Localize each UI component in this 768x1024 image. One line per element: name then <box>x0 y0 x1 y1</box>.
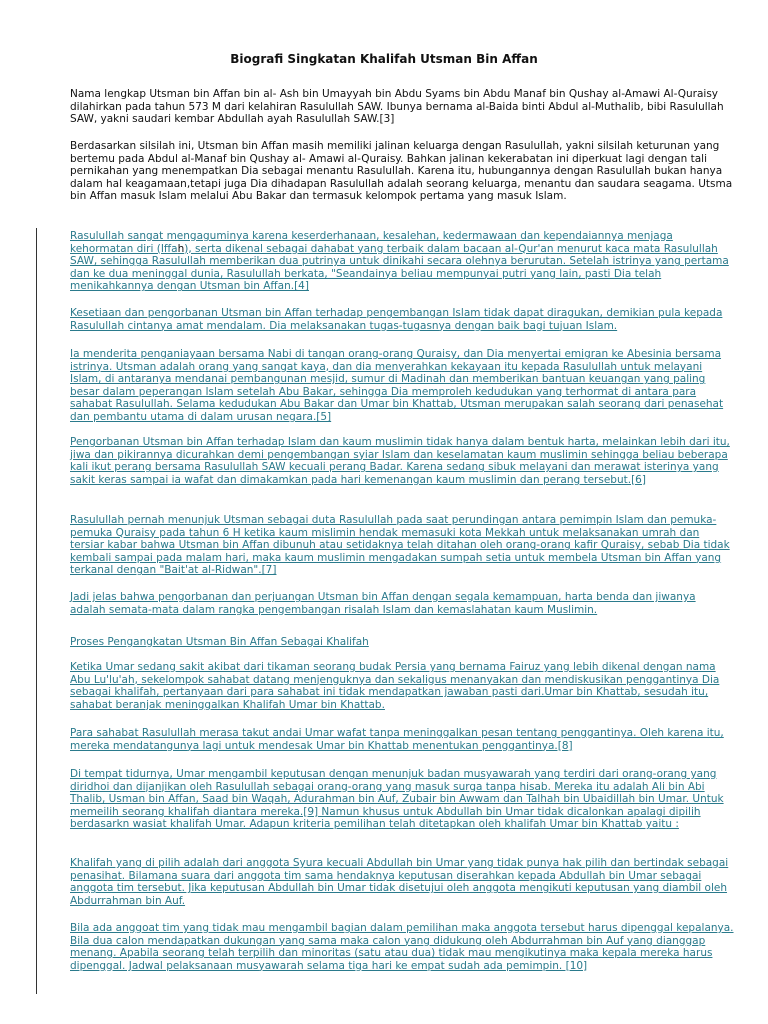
paragraph-persecution[interactable]: Ia menderita penganiayaan bersama Nabi di tangan orang-orang Quraisy, dan Dia menyertai emigran ke Abesinia bersama istrinya. Utsman adalah orang yang sangat kaya, dan dia menyerahkan kekayaan itu kepada Rasulullah untuk melayani Islam, di antaranya mendanai pembangunan mesjid, sumur di Madinah dan memberikan bantuan keuangan yang paling besar dalam peperangan Islam setelah Abu Bakar, sehingga Dia memproleh kedudukan yang terhormat di antara para sahabat Rasulullah. Selama kedudukan Abu Bakar dan Umar bin Khattab, Utsman merupakan salah seorang dari penasehat dan pembantu utama di dalam urusan negara.[5] <box>70 348 724 423</box>
document-title: Biografi Singkatan Khalifah Utsman Bin Affan <box>230 52 538 66</box>
paragraph-admiration-part-b[interactable]: h <box>177 242 185 255</box>
margin-rule <box>36 228 37 994</box>
paragraph-conclusion[interactable]: Jadi jelas bahwa pengorbanan dan perjuangan Utsman bin Affan dengan segala kemampuan, harta benda dan jiwanya adalah semata-mata dalam rangka pengembangan risalah Islam dan kemaslahatan kaum Muslimin. <box>70 591 696 616</box>
paragraph-loyalty[interactable]: Kesetiaan dan pengorbanan Utsman bin Affan terhadap pengembangan Islam tidak dapat diragukan, demikian pula kepada Rasulullah cintanya amat mendalam. Dia melaksanakan tugas-tugasnya dengan baik bagi tujuan Islam. <box>70 307 723 332</box>
paragraph-criteria-one[interactable]: Khalifah yang di pilih adalah dari anggota Syura kecuali Abdullah bin Umar yang tidak punya hak pilih dan bertindak sebagai penasihat. Bilamana suara dari anggota tim sama hendaknya keputusan diserahkan kepada Abdullah bin Umar sebagai anggota tim tersebut. Jika keputusan Abdullah bin Umar tidak disetujui oleh anggota mengikuti keputusan yang diambil oleh Abdurrahman bin Auf. <box>70 857 729 907</box>
paragraph-shura-council[interactable]: Di tempat tidurnya, Umar mengambil keputusan dengan menunjuk badan musyawarah yang terdiri dari orang-orang yang diridhoi dan dijanjikan oleh Rasulullah sebagai orang-orang yang masuk surga tanpa hisab. Mereka itu adalah Ali bin Abi Thalib, Usman bin Affan, Saad bin Waqah, Adurahman bin Auf, Zubair bin Awwam dan Talhah bin Ubaidillah bin Umar. Untuk memeilih seorang khalifah diantara mereka.[9] Namun khusus untuk Abdullah bin Umar tidak dicalonkan apalagi dipilih berdasarkn wasiat khalifah Umar. Adapun kriteria pemilihan telah ditetapkan oleh khalifah Umar bin Khattab yaitu : <box>70 768 724 831</box>
paragraph-admiration-part-a[interactable]: Rasulullah sangat mengaguminya karena keserderhanaan, kesalehan, kedermawaan dan kependaiannya menjaga kehormatan diri (Iffa <box>70 230 673 255</box>
paragraph-companions-fear[interactable]: Para sahabat Rasulullah merasa takut andai Umar wafat tanpa meninggalkan pesan tentang penggantinya. Oleh karena itu, mereka mendatangunya lagi untuk mendesak Umar bin Khattab menentukan penggantinya.[8] <box>70 727 724 752</box>
section-heading-appointment[interactable]: Proses Pengangkatan Utsman Bin Affan Sebagai Khalifah <box>70 636 369 648</box>
paragraph-admiration[interactable] <box>70 230 734 293</box>
paragraph-admiration-part-c[interactable]: ), serta dikenal sebagai dahabat yang terbaik dalam bacaan al-Qur'an menurut kaca mata Rasulullah SAW, sehingga Rasulullah memberikan dua putrinya untuk dinikahi secara olehnya berurutan. Setelah istrinya yang pertama dan ke dua meninggal dunia, Rasulullah berkata, "Seandainya beliau mempunyai putri yang lain, pasti Dia telah menikahkannya dengan Utsman bin Affan.[4] <box>70 242 729 293</box>
paragraph-envoy[interactable]: Rasulullah pernah menunjuk Utsman sebagai duta Rasulullah pada saat perundingan antara pemimpin Islam dan pemuka-pemuka Quraisy pada tahun 6 H ketika kaum mislimin hendak memasuki kota Mekkah untuk melaksanakan umrah dan tersiar kabar bahwa Utsman bin Affan dibunuh atau setidaknya telah ditahan oleh orang-orang kafir Quraisy, sebab Dia tidak kembali sampai pada malam hari, maka kaum muslimin mengadakan sumpah setia untuk membela Utsman bin Affan yang terkanal dengan "Bait'at al-Ridwan".[7] <box>70 514 730 577</box>
paragraph-lineage: Berdasarkan silsilah ini, Utsman bin Affan masih memiliki jalinan keluarga dengan Rasulullah, yakni silsilah keturunan yang bertemu pada Abdul al-Manaf bin Qushay al- Amawi al-Quraisy. Bahkan jalinan kekerabatan ini diperkuat lagi dengan tali pernikahan yang menempatkan Dia sebagai menantu Rasulullah. Karena itu, hubungannya dengan Rasulullah bukan hanya dalam hal keagamaan,tetapi juga Dia dihadapan Rasulullah adalah seorang keluarga, menantu dan saudara seagama. Utsma bin Affan masuk Islam melalui Abu Bakar dan termasuk kelompok pertama yang masuk Islam. <box>70 140 733 203</box>
paragraph-criteria-two[interactable]: Bila ada anggoat tim yang tidak mau mengambil bagian dalam pemilihan maka anggota tersebut harus dipenggal kepalanya. Bila dua calon mendapatkan dukungan yang sama maka calon yang didukung oleh Abdurrahman bin Auf yang dianggap menang. Apabila seorang telah terpilih dan minoritas (satu atau dua) tidak mau mengikutinya maka kepala mereka harus dipenggal. Jadwal pelaksanaan musyawarah selama tiga hari ke empat sudah ada pemimpin. [10] <box>70 922 734 972</box>
paragraph-umar-illness[interactable]: Ketika Umar sedang sakit akibat dari tikaman seorang budak Persia yang bernama Fairuz yang lebih dikenal dengan nama Abu Lu'lu'ah, sekelompok sahabat datang menjenguknya dan sekaligus menanyakan dan mendiskusikan penggantinya Dia sebagai khalifah, pertanyaan dari para sahabat ini tidak mendapatkan jawaban pasti dari.Umar bin Khattab, sesudah itu, sahabat beranjak meninggalkan Khalifah Umar bin Khattab. <box>70 661 720 711</box>
paragraph-sacrifice[interactable]: Pengorbanan Utsman bin Affan terhadap Islam dan kaum muslimin tidak hanya dalam bentuk harta, melainkan lebih dari itu, jiwa dan pikirannya dicurahkan demi pengembangan syiar Islam dan keselamatan kaum muslimin sehingga beliau beberapa kali ikut perang bersama Rasulullah SAW kecuali perang Badar. Karena sedang sibuk melayani dan merawat isterinya yang sakit keras sampai ia wafat dan dimakamkan pada hari kemenangan kaum muslimin dan perang tersebut.[6] <box>70 436 730 486</box>
paragraph-intro: Nama lengkap Utsman bin Affan bin al- Ash bin Umayyah bin Abdu Syams bin Abdu Manaf bin Qushay al-Amawi Al-Quraisy dilahirkan pada tahun 573 M dari kelahiran Rasulullah SAW. Ibunya bernama al-Baida binti Abdul al-Muthalib, bibi Rasulullah SAW, yakni saudari kembar Abdullah ayah Rasulullah SAW.[3] <box>70 88 724 126</box>
